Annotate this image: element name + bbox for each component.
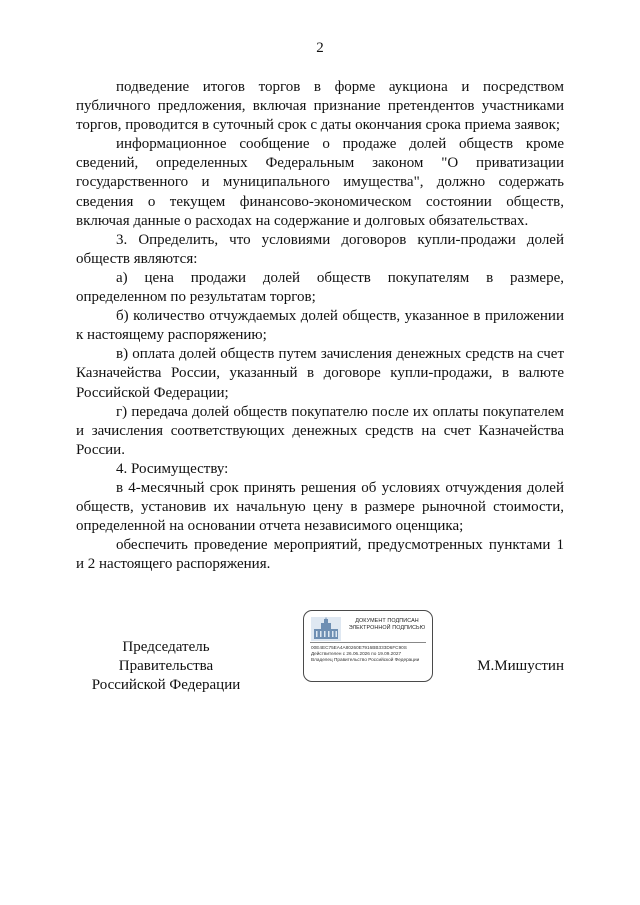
document-body [76, 78, 564, 574]
stamp-heading: ДОКУМЕНТ ПОДПИСАН ЭЛЕКТРОННОЙ ПОДПИСЬЮ [348, 618, 426, 631]
stamp-owner: Владелец Правительство Российской Федерации [311, 657, 420, 663]
signature-block [0, 610, 640, 693]
page-number: 2 [316, 40, 324, 56]
stamp-validity: Действителен с 26.06.2026 по 19.09.2027 [311, 651, 402, 657]
paragraph-item-3a: а) цена продажи долей обществ покупателям в размере, определенном по результатам торгов; [76, 269, 564, 306]
signer-title [76, 638, 256, 695]
paragraph-item-4: 4. Росимуществу: [116, 460, 229, 477]
signer-title-line-1: Председатель Правительства [118, 639, 214, 674]
government-building-icon [311, 617, 341, 641]
paragraph-information-notice: информационное сообщение о продаже долей обществ кроме сведений, определенных Федеральным законом "О приватизации государственного и муниципального имущества", должно содержать сведения о текущем финансово-экономическом состоянии обществ, включая данные о расходах на содержание и долговых обязательствах. [76, 136, 564, 229]
paragraph-item-3v: в) оплата долей обществ путем зачисления денежных средств на счет Казначейства России, указанный в договоре купли-продажи, в валюте Российской Федерации; [76, 346, 564, 401]
signer-title-line-2: Российской Федерации [91, 677, 241, 693]
paragraph-item-3b: б) количество отчуждаемых долей обществ, указанное в приложении к настоящему распоряжению; [76, 308, 564, 344]
stamp-certificate: 00E4EC75EA4A80260E7916BB333D6FC90S [311, 645, 407, 650]
signer-name: М.Мишустин [477, 658, 564, 674]
paragraph-item-3g: г) передача долей обществ покупателю после их оплаты покупателем и зачисления соответствующих денежных средств на счет Казначейства России. [76, 403, 564, 458]
paragraph-summary-of-auctions: подведение итогов торгов в форме аукциона и посредством публичного предложения, включая признание претендентов участниками торгов, проводится в суточный срок с даты окончания срока приема заявок; [76, 79, 564, 134]
paragraph-item-4-ensure: обеспечить проведение мероприятий, предусмотренных пунктами 1 и 2 настоящего распоряжения. [76, 537, 564, 573]
stamp-details [311, 645, 429, 664]
stamp-divider [310, 642, 426, 643]
paragraph-item-4-decision: в 4-месячный срок принять решения об условиях отчуждения долей обществ, установив их начальную цену в размере рыночной стоимости, определенной на основании отчета независимого оценщика; [76, 479, 564, 535]
electronic-signature-stamp [303, 610, 433, 682]
paragraph-item-3: 3. Определить, что условиями договоров купли-продажи долей обществ являются: [76, 231, 564, 267]
